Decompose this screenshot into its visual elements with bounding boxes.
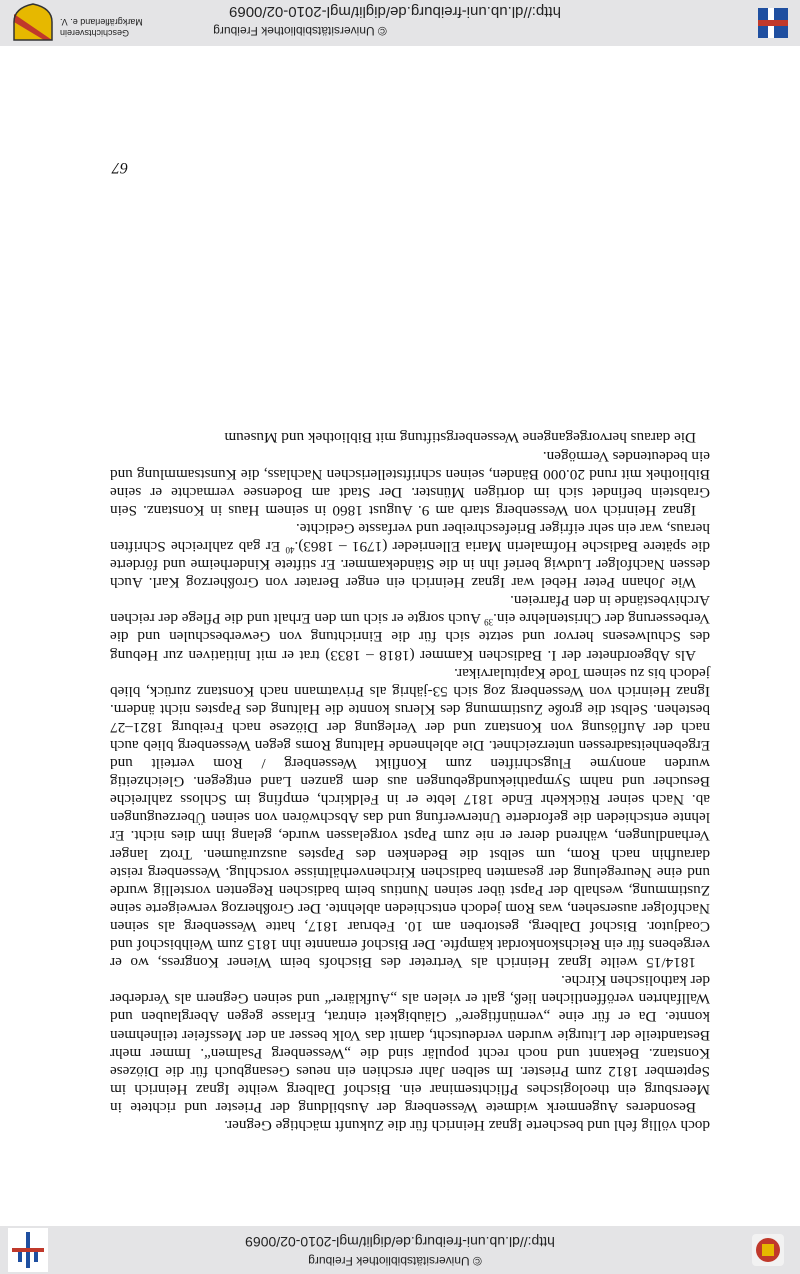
paragraph: Wie Johann Peter Hebel war Ignaz Heinrich ein enger Berater von Großherzog Karl. Auch dessen Nachfolger Ludwig berief ihn in die Ständekammer. Er stiftete Kinderheime und förderte die spätere Badische Hofmalerin Maria Ellenrieder (1791 – 1863).$^{40}$ Er gab zahlreiche Schriften heraus, war ein sehr eifriger Briefeschreiber und verfasste Gedichte. xyxy=(110,519,710,592)
digitization-logo-icon xyxy=(742,1228,794,1272)
coat-of-arms-icon xyxy=(8,2,58,44)
club-region: Markgräflerland e. V. xyxy=(60,17,143,27)
footnote-ref: 39 xyxy=(484,617,494,628)
header-url[interactable]: http://dl.ub.uni-freiburg.de/diglit/mgl-2010-02/0069 xyxy=(245,1234,555,1250)
viewer-header xyxy=(0,1226,800,1274)
digitization-logo-icon xyxy=(750,4,792,42)
viewer-footer xyxy=(0,0,800,46)
header-copyright: © Universitätsbibliothek Freiburg xyxy=(308,1254,482,1268)
page-number: 67 xyxy=(112,159,128,176)
footer-url[interactable]: http://dl.ub.uni-freiburg.de/diglit/mgl-2010-02/0069 xyxy=(229,3,561,20)
footer-copyright: © Universitätsbibliothek Freiburg xyxy=(213,24,387,38)
paragraph: 1814/15 weilte Ignaz Heinrich als Vertreter des Bischofs beim Wiener Kongress, wo er vergebens für ein Reichskonkordat kämpfte. Der Bischof ernannte ihn 1815 zum Weihbischof und Coadjutor. Bischof Dalberg, gestorben am 10. Februar 1817, hatte Wessenberg als seinen Nachfolger ausersehen, was Rom jedoch entschieden ablehnte. Der Großherzog verweigerte seine Zustimmung, weshalb der Papst über seinen Nuntius beim badischen Regenten vorstellig wurde und eine Neuregelung der gesamten badischen Kirchenverhältnisse vorschlug. Wessenberg reiste daraufhin nach Rom, um selbst die Bedenken des Papstes auszuräumen. Trotz langer Verhandlungen, während derer er nie zum Papst vorgelassen wurde, gelang ihm dies nicht. Er lehnte entschieden die geforderte Unterwerfung und das Abschwören von seinen Überzeugungen ab. Nach seiner Rückkehr Ende 1817 lebte er in Feldkirch, empfing im Schloss zahlreiche Besucher und nahm Sympathiekundgebungen aus dem ganzen Land entgegen. Gleichzeitig wurden anonyme Flugschriften zum Konflikt Wessenberg / Rom verteilt und Ergebenheitsadressen unterzeichnet. Die ablehnende Haltung Roms gegen Wessenberg blieb auch nach der Auflösung von Konstanz und der Verlegung der Diözese nach Freiburg 1821–27 bestehen. Selbst die große Zustimmung des Klerus konnte die Haltung des Papstes nicht ändern. Ignaz Heinrich von Wessenberg zog sich 53-jährig als Privatmann nach Konstanz zurück, blieb jedoch bis zu seinem Tode Kapitularvikar. xyxy=(110,664,710,972)
paragraph: Ignaz Heinrich von Wessenberg starb am 9. August 1860 in seinem Haus in Konstanz. Sein Grabstein befindet sich im dortigen Münster. Der Stadt am Bodensee vermachte er seine Bibliothek mit rund 20.000 Bänden, seinen schriftstellerischen Nachlass, die Kunstsammlung und ein bedeutendes Vermögen. xyxy=(110,447,710,519)
paragraph: Besonderes Augenmerk widmete Wessenberg der Ausbildung der Priester und richtete in Meersburg ein theologisches Pflichtseminar ein. Bischof Dalberg weihte Ignaz Heinrich im September 1812 zum Priester. Im selben Jahr erschien ein neues Gesangbuch für die Diözese Konstanz. Bekannt und noch recht populär sind die „Wessenberg Psalmen“. Immer mehr Bestandteile der Liturgie wurden verdeutscht, damit das Volk besser an der Messfeier teilnehmen konnte. Da er für eine „vernünftigere“ Gläubigkeit eintrat, Erlasse gegen Aberglauben und Wallfahrten veröffentlichen ließ, galt er vielen als „Aufklärer“ und seinen Gegnern als Verderber der katholischen Kirche. xyxy=(110,972,710,1116)
footer-club xyxy=(60,16,160,38)
club-name: Geschichtsverein xyxy=(60,28,130,38)
paragraph: Die daraus hervorgegangene Wessenbergstiftung mit Bibliothek und Museum xyxy=(224,429,696,447)
paragraph: doch völlig fehl und bescherte Ignaz Heinrich für die Zukunft mächtige Gegner. xyxy=(224,1117,710,1134)
body-text xyxy=(110,428,710,1134)
coat-of-arms-icon xyxy=(8,1228,48,1272)
footnote-ref: 40 xyxy=(285,545,295,555)
paragraph: Als Abgeordneter der I. Badischen Kammer (1818 – 1833) trat er mit Initiativen zur Hebung des Schulwesens hervor und setzte sich für die Einrichtung von Gewerbeschulen und die Verbesserung der Christenlehre ein.$^{39}$ Auch sorgte er sich um den Erhalt und die Pflege der reichen Archivbestände in den Pfarreien. xyxy=(110,592,710,664)
